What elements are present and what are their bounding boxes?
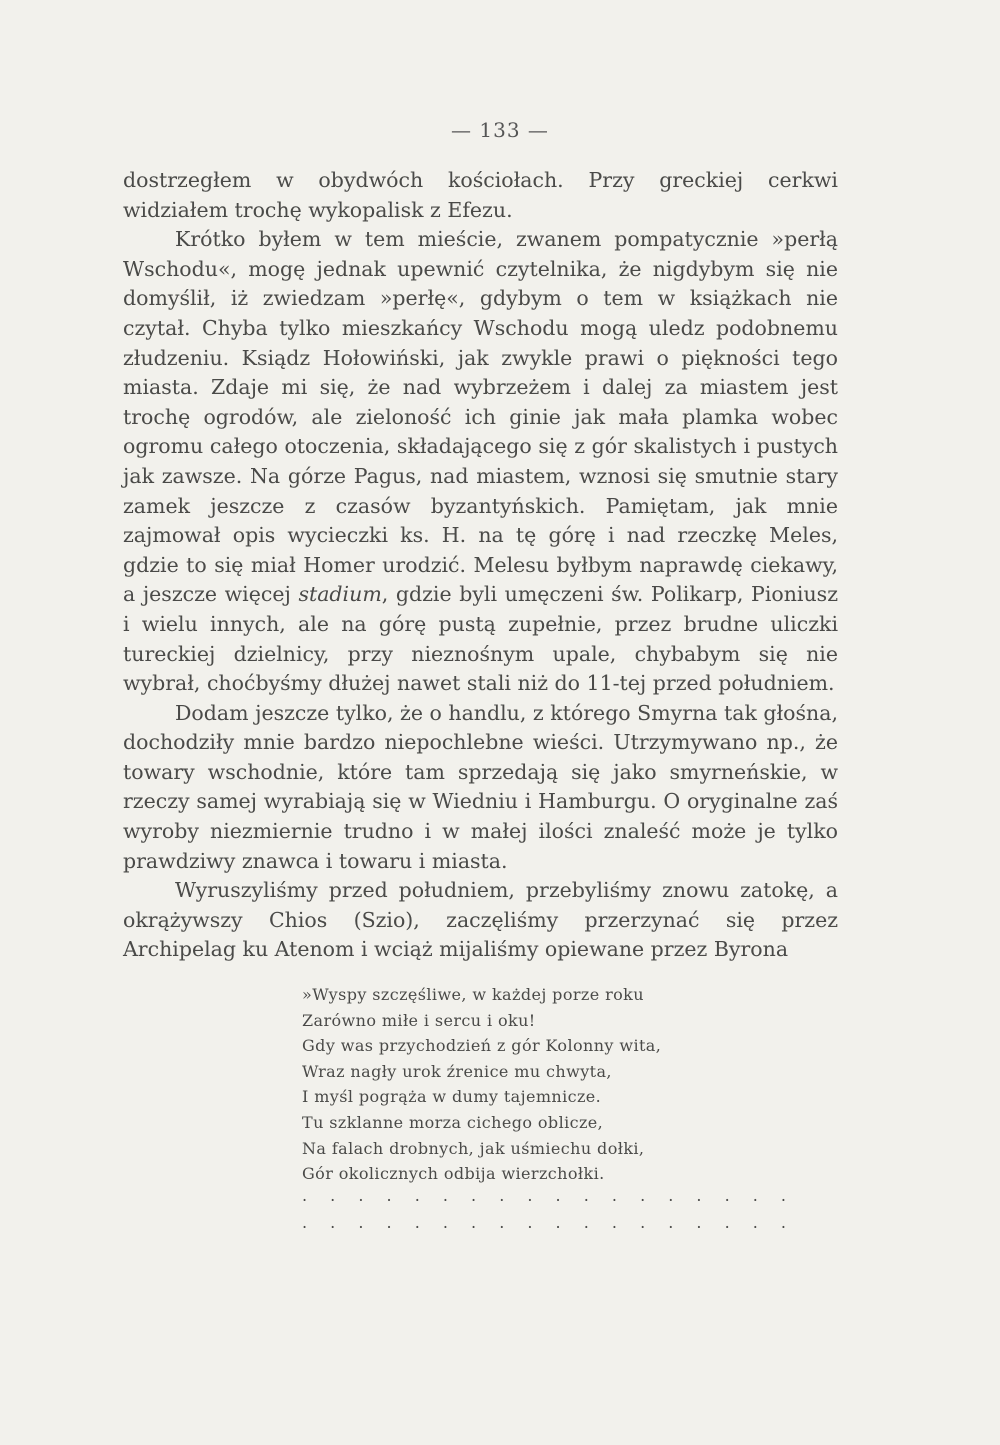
ellipsis-row: . . . . . . . . . . . . . . . . . . bbox=[302, 1186, 796, 1205]
italic-word: stadium bbox=[298, 582, 382, 607]
paragraph bbox=[123, 699, 838, 877]
ellipsis-row: . . . . . . . . . . . . . . . . . . bbox=[302, 1213, 796, 1232]
paragraph-text: Krótko byłem w tem mieście, zwanem pompatycznie »perłą Wschodu«, mogę jednak upewnić czytelnika, że nigdybym się nie domyślił, iż zwiedzam »perłę«, gdybym o tem w książkach nie czytał. Chyba tylko mieszkańcy Wschodu mogą uledz podobnemu złudzeniu. Ksiądz Hołowiński, jak zwykle prawi o piękności tego miasta. Zdaje mi się, że nad wybrzeżem i dalej za miastem jest trochę ogrodów, ale zieloność ich ginie jak mała plamka wobec ogromu całego otoczenia, składającego się z gór skalistych i pustych jak zawsze. Na górze Pagus, nad miastem, wznosi się smutnie stary zamek jeszcze z czasów byzantyńskich. Pamiętam, jak mnie zajmował opis wycieczki ks. H. na tę górę i nad rzeczkę Meles, gdzie to się miał Homer urodzić. Melesu byłbym naprawdę ciekawy, a jeszcze więcej bbox=[123, 227, 838, 607]
paragraph bbox=[123, 876, 838, 965]
body-text bbox=[123, 166, 838, 965]
poem-line: Wraz nagły urok źrenice mu chwyta, bbox=[302, 1061, 612, 1081]
poem-line: Gór okolicznych odbija wierzchołki. bbox=[302, 1164, 605, 1184]
paragraph bbox=[123, 225, 838, 699]
poem-line: Zarówno miłe i sercu i oku! bbox=[302, 1010, 536, 1030]
poem-quote bbox=[302, 982, 722, 1187]
poem-line: »Wyspy szczęśliwe, w każdej porze roku bbox=[302, 985, 644, 1004]
page-number: — 133 — bbox=[451, 118, 549, 142]
poem-line: I myśl pogrąża w dumy tajemnicze. bbox=[302, 1087, 602, 1107]
paragraph-text: dostrzegłem w obydwóch kościołach. Przy greckiej cerkwi widziałem trochę wykopalisk z Efezu. bbox=[123, 168, 838, 222]
paragraph-text: Dodam jeszcze tylko, że o handlu, z którego Smyrna tak głośna, dochodziły mnie bardzo niepochlebne wieści. Utrzymywano np., że towary wschodnie, które tam sprzedają się jako smyrneńskie, w rzeczy samej wyrabiają się w Wiedniu i Hamburgu. O oryginalne zaś wyroby niezmiernie trudno i w małej ilości znaleść może je tylko prawdziwy znawca i towaru i miasta. bbox=[123, 700, 838, 873]
poem-line: Tu szklanne morza cichego oblicze, bbox=[302, 1112, 604, 1132]
poem-line: Na falach drobnych, jak uśmiechu dołki, bbox=[302, 1138, 645, 1158]
poem-line: Gdy was przychodzień z gór Kolonny wita, bbox=[302, 1036, 662, 1056]
paragraph-text: , gdzie byli umęczeni św. Polikarp, Pioniusz i wielu innych, ale na górę pustą zupełnie, przez brudne uliczki tureckiej dzielnicy, przy nieznośnym upale, chybabym się nie wybrał, choćbyśmy dłużej nawet stali niż do 11-tej przed południem. bbox=[123, 582, 838, 696]
paragraph-text: Wyruszyliśmy przed południem, przebyliśmy znowu zatokę, a okrążywszy Chios (Szio), zaczęliśmy przerzynać się przez Archipelag ku Atenom i wciąż mijaliśmy opiewane przez Byrona bbox=[123, 878, 838, 962]
paragraph bbox=[123, 166, 838, 225]
